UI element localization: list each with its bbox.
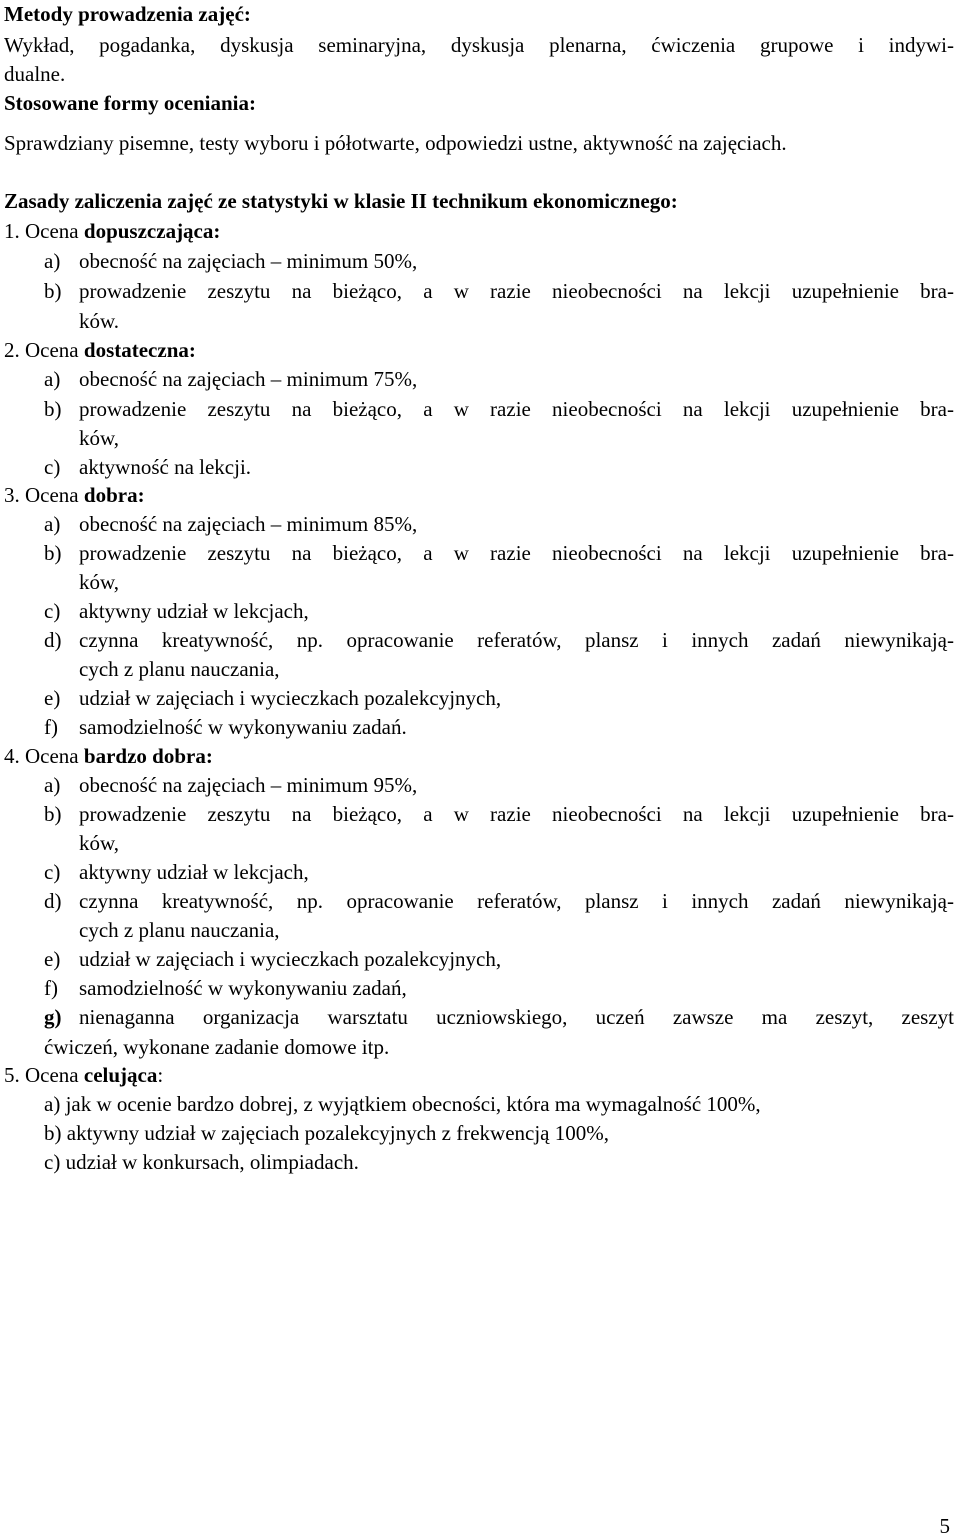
grade-4-d-text-line-2: cych z planu nauczania,	[79, 918, 280, 942]
grade-4-e-marker: e)	[44, 947, 61, 971]
grade-5-c-text: c) udział w konkursach, olimpiadach.	[44, 1150, 359, 1174]
grade-3-prefix: 3. Ocena	[4, 483, 84, 507]
grade-3-d-text-line-1: czynna kreatywność, np. opracowanie referatów, plansz i innych zadań niewynikają-	[79, 628, 954, 652]
grade-3-d-marker: d)	[44, 628, 62, 652]
grade-2-b-marker: b)	[44, 397, 62, 421]
grade-4-a-marker: a)	[44, 773, 61, 797]
grade-2-prefix: 2. Ocena	[4, 338, 84, 362]
grade-4-e-text: udział w zajęciach i wycieczkach pozalekcyjnych,	[79, 947, 502, 971]
grade-1-b-text-line-1: prowadzenie zeszytu na bieżąco, a w razie nieobecności na lekcji uzupełnienie bra-	[79, 279, 954, 303]
grade-5-b-text: b) aktywny udział w zajęciach pozalekcyjnych z frekwencją 100%,	[44, 1121, 609, 1145]
methods-text-line-2: dualne.	[4, 62, 66, 86]
grade-3-f-marker: f)	[44, 715, 58, 739]
grade-4-g-marker: g)	[44, 1005, 62, 1029]
grade-3-heading	[4, 483, 145, 507]
grade-4-b-text-line-2: ków,	[79, 831, 120, 855]
rules-heading: Zasady zaliczenia zajęć ze statystyki w klasie II technikum ekonomicznego:	[4, 189, 678, 213]
grade-2-name: dostateczna:	[83, 338, 196, 362]
grade-3-a-text: obecność na zajęciach – minimum 85%,	[79, 512, 418, 536]
grade-3-f-text: samodzielność w wykonywaniu zadań.	[79, 715, 407, 739]
grade-3-a-marker: a)	[44, 512, 61, 536]
grade-4-b-marker: b)	[44, 802, 62, 826]
grade-3-c-text: aktywny udział w lekcjach,	[79, 599, 309, 623]
grade-4-heading	[4, 744, 213, 768]
grade-2-b-text-line-2: ków,	[79, 426, 120, 450]
assessment-text: Sprawdziany pisemne, testy wyboru i półotwarte, odpowiedzi ustne, aktywność na zajęciach.	[4, 131, 787, 155]
grade-5-prefix: 5. Ocena	[4, 1063, 84, 1087]
grade-1-name: dopuszczająca:	[83, 219, 221, 243]
grade-1-b-marker: b)	[44, 279, 62, 303]
assessment-heading: Stosowane formy oceniania:	[4, 91, 256, 115]
grade-3-b-text-line-2: ków,	[79, 570, 120, 594]
grade-2-c-text: aktywność na lekcji.	[79, 455, 252, 479]
grade-3-name: dobra:	[83, 483, 145, 507]
grade-3-b-text-line-1: prowadzenie zeszytu na bieżąco, a w razie nieobecności na lekcji uzupełnienie bra-	[79, 541, 954, 565]
grade-3-e-marker: e)	[44, 686, 61, 710]
grade-5-heading	[4, 1063, 163, 1087]
grade-3-c-marker: c)	[44, 599, 61, 623]
grade-1-prefix: 1. Ocena	[4, 219, 84, 243]
grade-5-a-text: a) jak w ocenie bardzo dobrej, z wyjątkiem obecności, która ma wymagalność 100%,	[44, 1092, 761, 1116]
grade-1-a-text: obecność na zajęciach – minimum 50%,	[79, 249, 418, 273]
grade-4-prefix: 4. Ocena	[4, 744, 84, 768]
grade-3-b-marker: b)	[44, 541, 62, 565]
grade-1-b-text-line-2: ków.	[79, 309, 120, 333]
grade-4-c-marker: c)	[44, 860, 61, 884]
grade-4-a-text: obecność na zajęciach – minimum 95%,	[79, 773, 418, 797]
grade-4-g-text-line-1: nienaganna organizacja warsztatu uczniowskiego, uczeń zawsze ma zeszyt, zeszyt	[79, 1005, 954, 1029]
grade-2-heading	[4, 338, 196, 362]
grade-1-heading	[4, 219, 220, 243]
grade-5-suffix: :	[157, 1063, 164, 1087]
grade-4-f-text: samodzielność w wykonywaniu zadań,	[79, 976, 407, 1000]
grade-3-d-text-line-2: cych z planu nauczania,	[79, 657, 280, 681]
grade-4-b-text-line-1: prowadzenie zeszytu na bieżąco, a w razie nieobecności na lekcji uzupełnienie bra-	[79, 802, 954, 826]
grade-4-name: bardzo dobra:	[83, 744, 213, 768]
grade-5-name: celująca	[83, 1063, 158, 1087]
grade-4-g-text-line-2: ćwiczeń, wykonane zadanie domowe itp.	[44, 1035, 390, 1059]
page-number: 5	[939, 1514, 950, 1538]
grade-4-d-marker: d)	[44, 889, 62, 913]
grade-2-a-marker: a)	[44, 367, 61, 391]
grade-2-a-text: obecność na zajęciach – minimum 75%,	[79, 367, 418, 391]
grade-2-b-text-line-1: prowadzenie zeszytu na bieżąco, a w razie nieobecności na lekcji uzupełnienie bra-	[79, 397, 954, 421]
grade-4-d-text-line-1: czynna kreatywność, np. opracowanie referatów, plansz i innych zadań niewynikają-	[79, 889, 954, 913]
grade-4-c-text: aktywny udział w lekcjach,	[79, 860, 309, 884]
grade-4-f-marker: f)	[44, 976, 58, 1000]
grade-2-c-marker: c)	[44, 455, 61, 479]
grade-3-e-text: udział w zajęciach i wycieczkach pozalekcyjnych,	[79, 686, 502, 710]
grade-1-a-marker: a)	[44, 249, 61, 273]
methods-heading: Metody prowadzenia zajęć:	[4, 2, 251, 26]
methods-text-line-1: Wykład, pogadanka, dyskusja seminaryjna, dyskusja plenarna, ćwiczenia grupowe i indywi-	[4, 33, 954, 57]
